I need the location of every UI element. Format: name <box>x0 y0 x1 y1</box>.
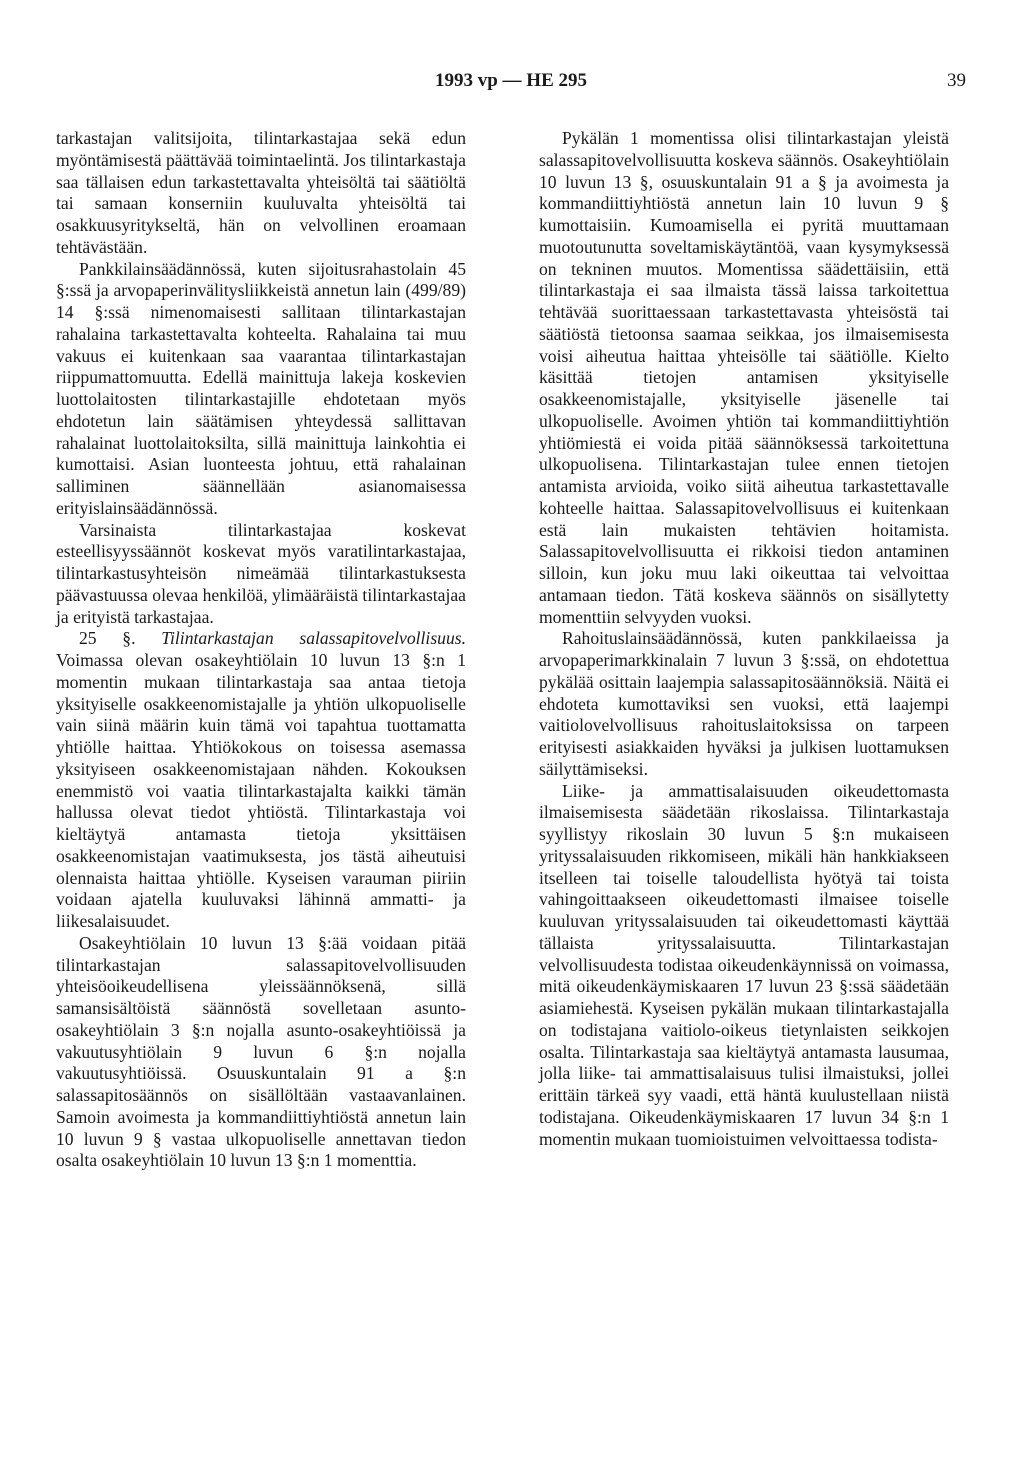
left-column <box>56 128 466 1172</box>
page-number: 39 <box>947 70 966 91</box>
page-header <box>56 70 966 100</box>
paragraph: Osakeyhtiölain 10 luvun 13 §:ää voidaan pitää tilintarkastajan salassapitovelvollisuuden yhteisöoikeudellisena yleissäännöksenä, sillä samansisältöistä säännöstä sovelletaan asunto-osakeyhtiölain 3 §:n nojalla asunto-osakeyhtiöissä ja vakuutusyhtiölain 9 luvun 6 §:n nojalla vakuutusyhtiöissä. Osuuskuntalain 91 a §:n salassapitosäännös on sisällöltään vastaavanlainen. Samoin avoimesta ja kommandiittiyhtiöstä annetun lain 10 luvun 9 § vastaa ulkopuoliselle annettavan tiedon osalta osakeyhtiölain 10 luvun 13 §:n 1 momenttia. <box>56 932 466 1171</box>
section-text: Voimassa olevan osakeyhtiölain 10 luvun 13 §:n 1 momentin mukaan tilintarkastaja saa antaa tietoja yksityiselle osakkeenomistajalle ja yhtiön ulkopuoliselle vain siinä määrin kuin tämä voi tapahtua tuottamatta yhtiölle haittaa. Yhtiökokous on toisessa asemassa yksityiseen osakkeenomistajaan nähden. Kokouksen enemmistö voi vaatia tilintarkastajalta kaikki tämän hallussa olevat tiedot yhtiöstä. Tilintarkastaja voi kieltäytyä antamasta tietoja yksittäisen osakkeenomistajan vaatimuksesta, jos tästä aiheutuisi olennaista haittaa yhtiölle. Kyseisen varauman piiriin voidaan ajatella kuuluvaksi lähinnä ammatti- ja liikesalaisuudet. <box>56 650 466 931</box>
paragraph: Pankkilainsäädännössä, kuten sijoitusrahastolain 45 §:ssä ja arvopaperinvälitysliikkeistä annetun lain (499/89) 14 §:ssä nimenomaisesti sallitaan tilintarkastajan rahalaina tarkastettavalta kohteelta. Rahalaina tai muu vakuus ei kuitenkaan saa vaarantaa tilintarkastajan riippumattomuutta. Edellä mainittuja lakeja koskevien luottolaitosten tilintarkastajille ehdotetaan myös ehdotetun lain säätämisen yhteydessä sallittavan rahalainat luottolaitoksilta, sillä mainittuja lainkohtia ei kumottaisi. Asian luonteesta johtuu, että rahalainan salliminen säännellään asianomaisessa erityislainsäädännössä. <box>56 258 466 518</box>
paragraph: Pykälän 1 momentissa olisi tilintarkastajan yleistä salassapitovelvollisuutta koskeva säännös. Osakeyhtiölain 10 luvun 13 §, osuuskuntalain 91 a § ja avoimesta ja kommandiittiyhtiöstä annetun lain 10 luvun 9 § kumottaisiin. Kumoamisella ei pyritä muuttamaan muotoutunutta soveltamiskäytäntöä, vaan kysymyksessä on tekninen muutos. Momentissa säädettäisiin, että tilintarkastaja ei saa ilmaista tässä laissa tarkoitettua tehtävää suorittaessaan tarkastettavasta yhteisöstä tai säätiöstä tietoonsa saamaa seikkaa, jos ilmaisemisesta voisi aiheutua haittaa yhteisölle tai säätiölle. Kielto käsittää tietojen antamisen yksityiselle osakkeenomistajalle, yksityiselle jäsenelle tai ulkopuoliselle. Avoimen yhtiön tai kommandiittiyhtiön yhtiömiestä ei voida pitää säännöksessä tarkoitettuna ulkopuolisena. Tilintarkastajan tulee ennen tietojen antamista arvioida, voiko siitä aiheutua tarkastettavalle kohteelle haittaa. Salassapitovelvollisuus ei kuitenkaan estä lain mukaisten tehtävien hoitamista. Salassapitovelvollisuutta ei rikkoisi tiedon antaminen silloin, kun joku muu laki oikeuttaa tai velvoittaa antamaan tiedon. Tätä koskeva säännös on sisällytetty momenttiin selvyyden vuoksi. <box>539 128 949 627</box>
paragraph: Liike- ja ammattisalaisuuden oikeudettomasta ilmaisemisesta säädetään rikoslaissa. Tilintarkastaja syyllistyy rikoslain 30 luvun 5 §:n mukaiseen yrityssalaisuuden rikkomiseen, mikäli hän hankkiakseen itselleen tai toiselle taloudellista hyötyä tai toista vahingoittaakseen oikeudettomasti ilmaisee toiselle kuuluvan yrityssalaisuuden tai oikeudettomasti käyttää tällaista yrityssalaisuutta. Tilintarkastajan velvollisuudesta todistaa oikeudenkäynnissä on voimassa, mitä oikeudenkäymiskaaren 17 luvun 23 §:ssä säädetään asiamiehestä. Kyseisen pykälän mukaan tilintarkastajalla on todistajana vaitiolo-oikeus tietynlaisten seikkojen osalta. Tilintarkastaja saa kieltäytyä antamasta lausumaa, jolla liike- tai ammattisalaisuus tulisi ilmaistuksi, jollei erittäin tärkeä syy vaadi, että häntä kuulustellaan niistä todistajana. Oikeudenkäymiskaaren 17 luvun 34 §:n 1 momentin mukaan tuomioistuimen velvoittaessa todista- <box>539 780 949 1149</box>
section-number: 25 §. <box>79 628 136 649</box>
right-column <box>539 128 949 1150</box>
section-title: Tilintarkastajan salassapitovelvollisuus. <box>161 628 467 649</box>
paragraph: Varsinaista tilintarkastajaa koskevat esteellisyyssäännöt koskevat myös varatilintarkastajaa, tilintarkastusyhteisön nimeämää tilintarkastuksesta päävastuussa olevaa henkilöä, ylimääräistä tilintarkastajaa ja erityistä tarkastajaa. <box>56 519 466 627</box>
running-title: 1993 vp — HE 295 <box>434 70 588 91</box>
section-paragraph <box>56 628 466 933</box>
paragraph: Rahoituslainsäädännössä, kuten pankkilaeissa ja arvopaperimarkkinalain 7 luvun 3 §:ssä, on ehdotettua pykälää osittain laajempia salassapitosäännöksiä. Näitä ei ehdoteta kumottaviksi sen vuoksi, että laajempi vaitiolovelvollisuus rahoituslaitoksissa on tarpeen erityisesti asiakkaiden hyväksi ja julkisen luottamuksen säilyttämiseksi. <box>539 628 949 779</box>
paragraph: tarkastajan valitsijoita, tilintarkastajaa sekä edun myöntämisestä päättävää toimintaelintä. Jos tilintarkastaja saa tällaisen edun tarkastettavalta yhteisöltä tai säätiöltä tai samaan konserniin kuuluvalta yhteisöltä tai osakkuusyritykseltä, hän on velvollinen eroamaan tehtävästään. <box>56 128 466 257</box>
